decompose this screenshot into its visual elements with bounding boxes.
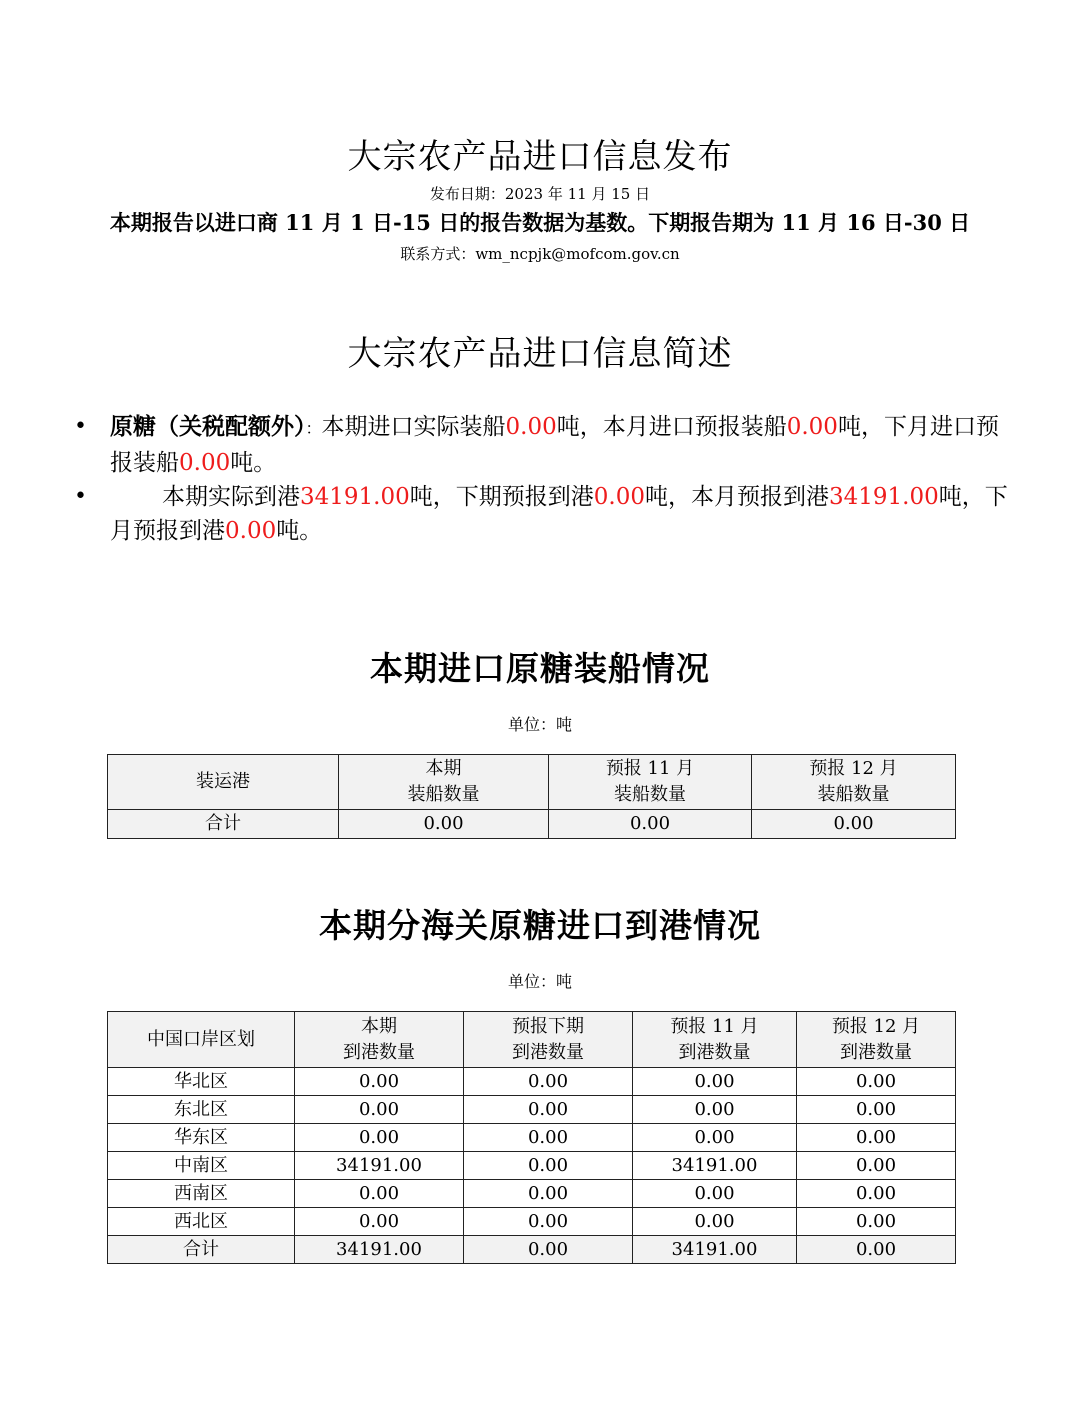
table-row [108, 1208, 956, 1236]
table-cell: 0.00 [633, 1208, 797, 1236]
table-cell: 0.00 [464, 1152, 633, 1180]
value-next-month-forecast-arrival: 0.00 [225, 518, 277, 544]
list-item [70, 480, 1020, 548]
table-cell: 0.00 [633, 1124, 797, 1152]
table-cell: 0.00 [464, 1236, 633, 1264]
commodity-label: 原糖（关税配额外） [110, 413, 306, 440]
table-cell: 0.00 [339, 810, 549, 839]
table-header-row [108, 755, 956, 810]
table-cell: 34191.00 [633, 1152, 797, 1180]
column-header: 本期 到港数量 [295, 1012, 464, 1068]
table-cell: 0.00 [464, 1068, 633, 1096]
summary-list [70, 410, 1020, 548]
text-part: 吨。 [230, 450, 277, 476]
table-row [108, 1180, 956, 1208]
table-cell: 华北区 [108, 1068, 295, 1096]
table-header-row [108, 1012, 956, 1068]
bullet-icon: • [74, 414, 87, 439]
value-next-month-forecast-shipment: 0.00 [179, 450, 231, 476]
summary-bullet-shipping [110, 410, 1020, 480]
table-cell: 34191.00 [295, 1152, 464, 1180]
value-month-forecast-arrival: 34191.00 [828, 484, 939, 510]
table-cell: 0.00 [295, 1208, 464, 1236]
text-part: 吨，下月预报到港 [110, 484, 1008, 544]
text-part: 吨。 [276, 518, 323, 544]
table-cell: 东北区 [108, 1096, 295, 1124]
table-cell: 中南区 [108, 1152, 295, 1180]
table-cell: 34191.00 [295, 1236, 464, 1264]
column-header: 预报下期 到港数量 [464, 1012, 633, 1068]
table-cell: 西北区 [108, 1208, 295, 1236]
table-cell: 合计 [108, 810, 339, 839]
column-header: 预报 11 月 装船数量 [549, 755, 752, 810]
table-cell: 0.00 [295, 1096, 464, 1124]
arrival-table-title: 本期分海关原糖进口到港情况 [319, 906, 761, 945]
label-colon: ： [305, 419, 322, 438]
column-header: 预报 12 月 到港数量 [797, 1012, 956, 1068]
table-cell: 0.00 [464, 1096, 633, 1124]
table-cell: 0.00 [464, 1124, 633, 1152]
shipping-unit-label: 单位：吨 [507, 715, 572, 734]
column-header: 装运港 [108, 755, 339, 810]
column-header: 中国口岸区划 [108, 1012, 295, 1068]
table-cell: 0.00 [295, 1068, 464, 1096]
table-cell: 0.00 [797, 1096, 956, 1124]
table-cell: 0.00 [633, 1068, 797, 1096]
table-cell: 0.00 [797, 1152, 956, 1180]
table-cell: 0.00 [464, 1180, 633, 1208]
table-cell: 0.00 [633, 1180, 797, 1208]
table-cell: 合计 [108, 1236, 295, 1264]
summary-bullet-arrival [110, 480, 1020, 548]
text-part: 吨，本月进口预报装船 [556, 414, 787, 440]
value-current-arrival: 34191.00 [300, 484, 410, 510]
table-cell: 0.00 [549, 810, 752, 839]
table-row [108, 810, 956, 839]
table-cell: 0.00 [797, 1124, 956, 1152]
shipping-table [107, 754, 956, 839]
table-cell: 34191.00 [633, 1236, 797, 1264]
column-header: 本期 装船数量 [339, 755, 549, 810]
value-current-shipment: 0.00 [505, 414, 557, 440]
table-cell: 西南区 [108, 1180, 295, 1208]
table-cell: 0.00 [464, 1208, 633, 1236]
table-cell: 0.00 [797, 1068, 956, 1096]
publish-date: 发布日期：2023 年 11 月 15 日 [429, 185, 651, 203]
table-cell: 华东区 [108, 1124, 295, 1152]
table-row [108, 1152, 956, 1180]
text-part: 吨，下月进口预报装船 [110, 414, 999, 476]
text-part: 本期实际到港 [162, 484, 300, 510]
report-period-note: 本期报告以进口商 11 月 1 日-15 日的报告数据为基数。下期报告期为 11 月 16 日-30 日 [109, 210, 971, 235]
summary-title: 大宗农产品进口信息简述 [347, 334, 733, 374]
bullet-icon: • [74, 484, 87, 509]
arrival-table [107, 1011, 956, 1264]
table-cell: 0.00 [797, 1208, 956, 1236]
table-row [108, 1096, 956, 1124]
page-title: 大宗农产品进口信息发布 [347, 137, 733, 177]
table-cell: 0.00 [752, 810, 956, 839]
table-cell: 0.00 [633, 1096, 797, 1124]
table-cell: 0.00 [295, 1180, 464, 1208]
table-cell: 0.00 [797, 1180, 956, 1208]
column-header: 预报 12 月 装船数量 [752, 755, 956, 810]
value-month-forecast-shipment: 0.00 [786, 414, 838, 440]
text-part: 吨，本月预报到港 [644, 484, 829, 510]
table-cell: 0.00 [797, 1236, 956, 1264]
text-part: 吨，下期预报到港 [409, 484, 594, 510]
list-item [70, 410, 1020, 480]
table-row [108, 1068, 956, 1096]
column-header: 预报 11 月 到港数量 [633, 1012, 797, 1068]
contact-info: 联系方式：wm_ncpjk@mofcom.gov.cn [400, 245, 680, 263]
text-part: 本期进口实际装船 [321, 414, 506, 440]
table-row [108, 1236, 956, 1264]
shipping-table-title: 本期进口原糖装船情况 [370, 649, 710, 688]
arrival-unit-label: 单位：吨 [507, 972, 572, 991]
value-next-period-arrival: 0.00 [593, 484, 645, 510]
table-cell: 0.00 [295, 1124, 464, 1152]
table-row [108, 1124, 956, 1152]
